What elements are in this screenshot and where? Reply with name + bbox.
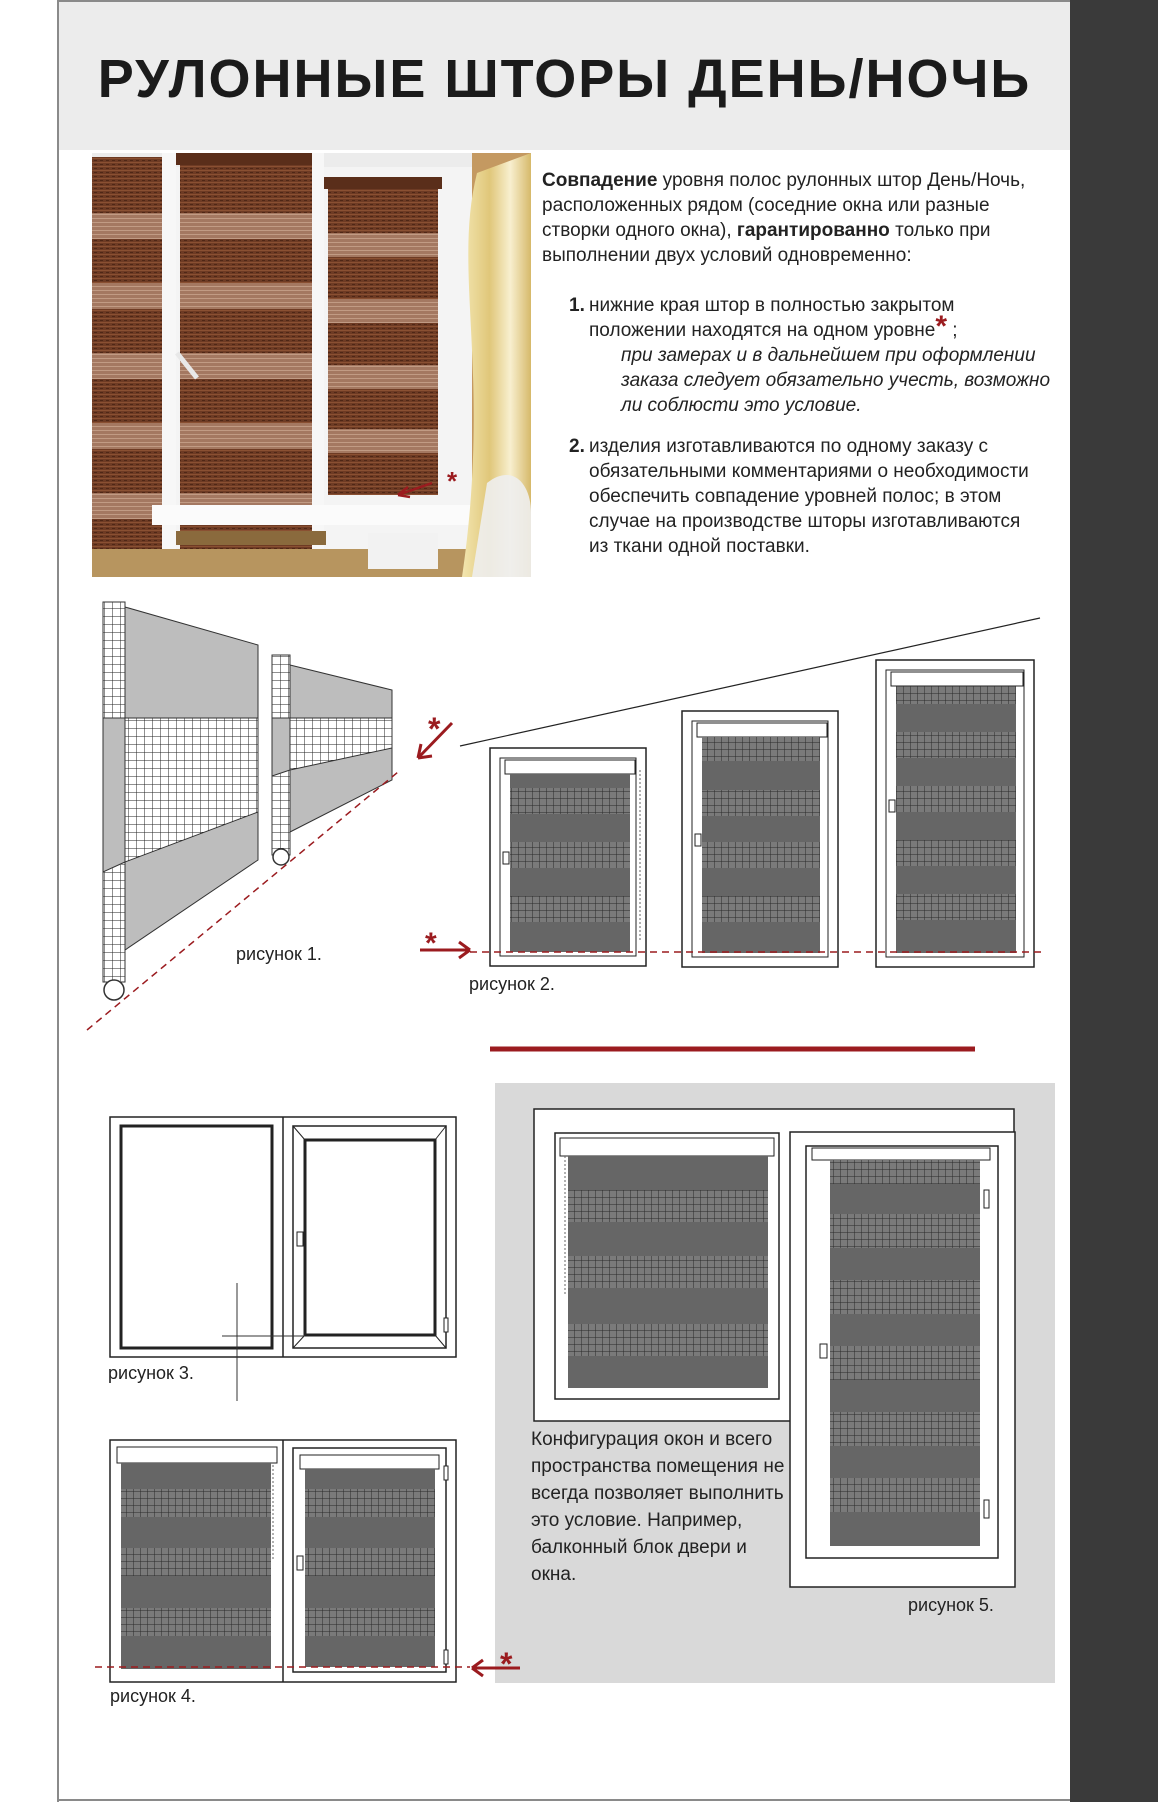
fig4-asterisk: * [500,1646,513,1682]
figure-4 [95,1440,520,1682]
condition-1-text: нижние края штор в полностью закрытом положении находятся на одном уровне [589,295,955,341]
caption-fig1: рисунок 1. [236,944,322,964]
caption-fig4: рисунок 4. [110,1686,196,1706]
fig2-asterisk: * [425,927,437,960]
intro-lead-text: уровня полос рулонных штор День/Ночь, расположенных рядом (соседние окна или разные створки одного окна), [542,170,1026,241]
caption-fig3: рисунок 3. [108,1363,194,1383]
intro-lead: Совпадение [542,170,658,191]
condition-1-asterisk: * [935,310,948,343]
figure-1 [87,602,452,1030]
condition-1-number: 1. [569,295,585,316]
caption-fig2: рисунок 2. [469,974,555,994]
intro-guarantee: гарантированно [736,220,890,241]
condition-2-number: 2. [569,436,585,457]
fig1-asterisk: * [428,711,441,747]
figure-5-note: Конфигурация окон и всего пространства помещения не всегда позволяет выполнить это условие. Например, балконный блок двери и окна. [531,1429,785,1585]
figure-2 [420,618,1042,967]
photo-asterisk: * [447,466,458,496]
page-title: РУЛОННЫЕ ШТОРЫ ДЕНЬ/НОЧЬ [97,49,1032,109]
condition-2-text: изделия изготавливаются по одному заказу с обязательными комментариями о необходимости обеспечить совпадение уровней полос; в этом случае на производстве шторы изготавливаются из ткани одной поставки. [589,436,1029,557]
condition-1-suffix: ; [947,320,958,341]
figure-3 [110,1117,456,1401]
caption-fig5: рисунок 5. [908,1595,994,1615]
intro-tail: только при выполнении двух условий одновременно: [542,220,991,266]
condition-1-note: при замерах и в дальнейшем при оформлении заказа следует обязательно учесть, возможно ли соблюсти это условие. [621,345,1051,416]
